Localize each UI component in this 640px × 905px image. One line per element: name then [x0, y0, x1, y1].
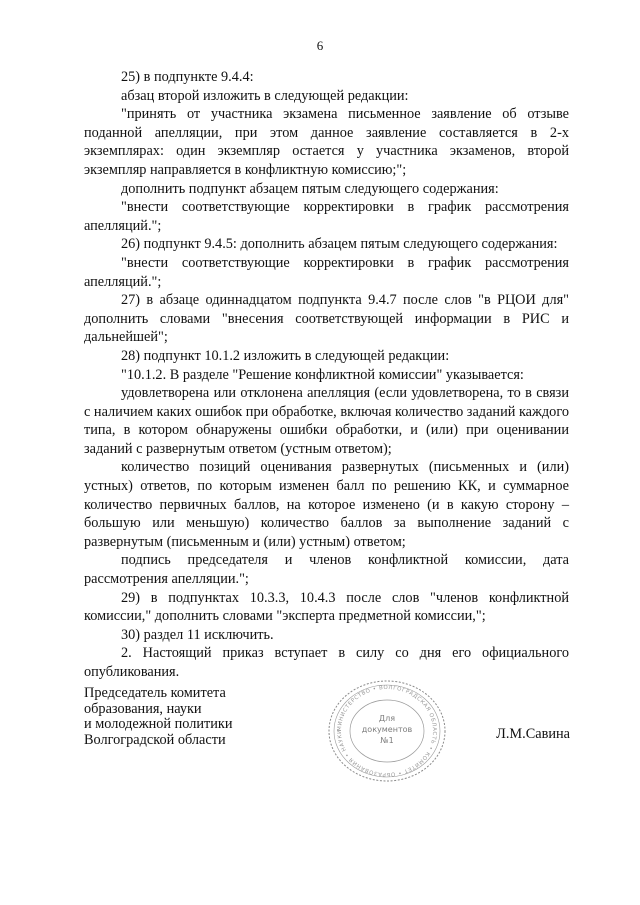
paragraph: 25) в подпункте 9.4.4:	[121, 69, 254, 85]
paragraph: 29) в подпунктах 10.3.3, 10.4.3 после слов "членов конфликтной комиссии," дополнить словами "эксперта предметной комиссии,";	[84, 589, 569, 625]
paragraph: 28) подпункт 10.1.2 изложить в следующей редакции:	[121, 347, 450, 364]
paragraph: 27) в абзаце одиннадцатом подпункта 9.4.7 после слов "в РЦОИ для" дополнить словами "внесения соответствующей информации в РИС и дальнейшей";	[84, 292, 569, 346]
svg-text:Для: Для	[378, 714, 396, 723]
paragraph: "принять от участника экзамена письменное заявление об отзыве поданной апелляции, при этом данное заявление составляется в 2-х экземплярах: один экземпляр остается у участника экзаменов, второй экземпляр направляется в конфликтную комиссию;";	[84, 106, 569, 178]
signatory-name: Л.М.Савина	[496, 726, 570, 742]
page-number: 6	[316, 38, 324, 53]
paragraph: 30) раздел 11 исключить.	[121, 626, 274, 643]
signature-block	[84, 686, 570, 776]
svg-text:№1: №1	[380, 736, 394, 745]
svg-text:документов: документов	[361, 725, 413, 734]
paragraph: 2. Настоящий приказ вступает в силу со дня его официального опубликования.	[84, 645, 569, 680]
paragraph: "внести соответствующие корректировки в график рассмотрения апелляций.";	[84, 199, 569, 234]
paragraph: подпись председателя и членов конфликтной комиссии, дата рассмотрения апелляции.";	[84, 552, 569, 588]
paragraph: 26) подпункт 9.4.5: дополнить абзацем пятым следующего содержания:	[121, 236, 558, 253]
paragraph: "10.1.2. В разделе "Решение конфликтной комиссии" указывается:	[121, 366, 524, 383]
signatory-position: Председатель комитета образования, науки и молодежной политики Волгоградской области	[84, 685, 233, 748]
paragraph: удовлетворена или отклонена апелляция (если удовлетворена, то в связи с наличием каких ошибок при обработке, включая количество заданий каждого типа, в котором обнаружены ошибки обработки, и (или) при оценивании заданий с развернутым ответом (устным ответом);	[84, 385, 569, 457]
document-body	[84, 68, 569, 682]
paragraph: абзац второй изложить в следующей редакции:	[121, 87, 409, 104]
paragraph: "внести соответствующие корректировки в график рассмотрения апелляций.";	[84, 254, 569, 290]
official-seal-stamp	[324, 678, 450, 784]
paragraph: дополнить подпункт абзацем пятым следующего содержания:	[121, 180, 499, 197]
svg-text:МИНИСТЕРСТВО • ВОЛГОГРАДСКАЯ О: МИНИСТЕРСТВО • ВОЛГОГРАДСКАЯ ОБЛАСТЬ • КОМИТЕТ • ОБРАЗОВАНИЯ • НАУКИ	[336, 684, 438, 778]
paragraph: количество позиций оценивания развернутых (письменных и (или) устных) ответов, по которым изменен балл по решению КК, и суммарное количество первичных баллов, на которое изменено (и в какую сторону – большую или меньшую) количество баллов за выполнение заданий с развернутым (письменным и (или) устным) ответом;	[84, 459, 569, 550]
